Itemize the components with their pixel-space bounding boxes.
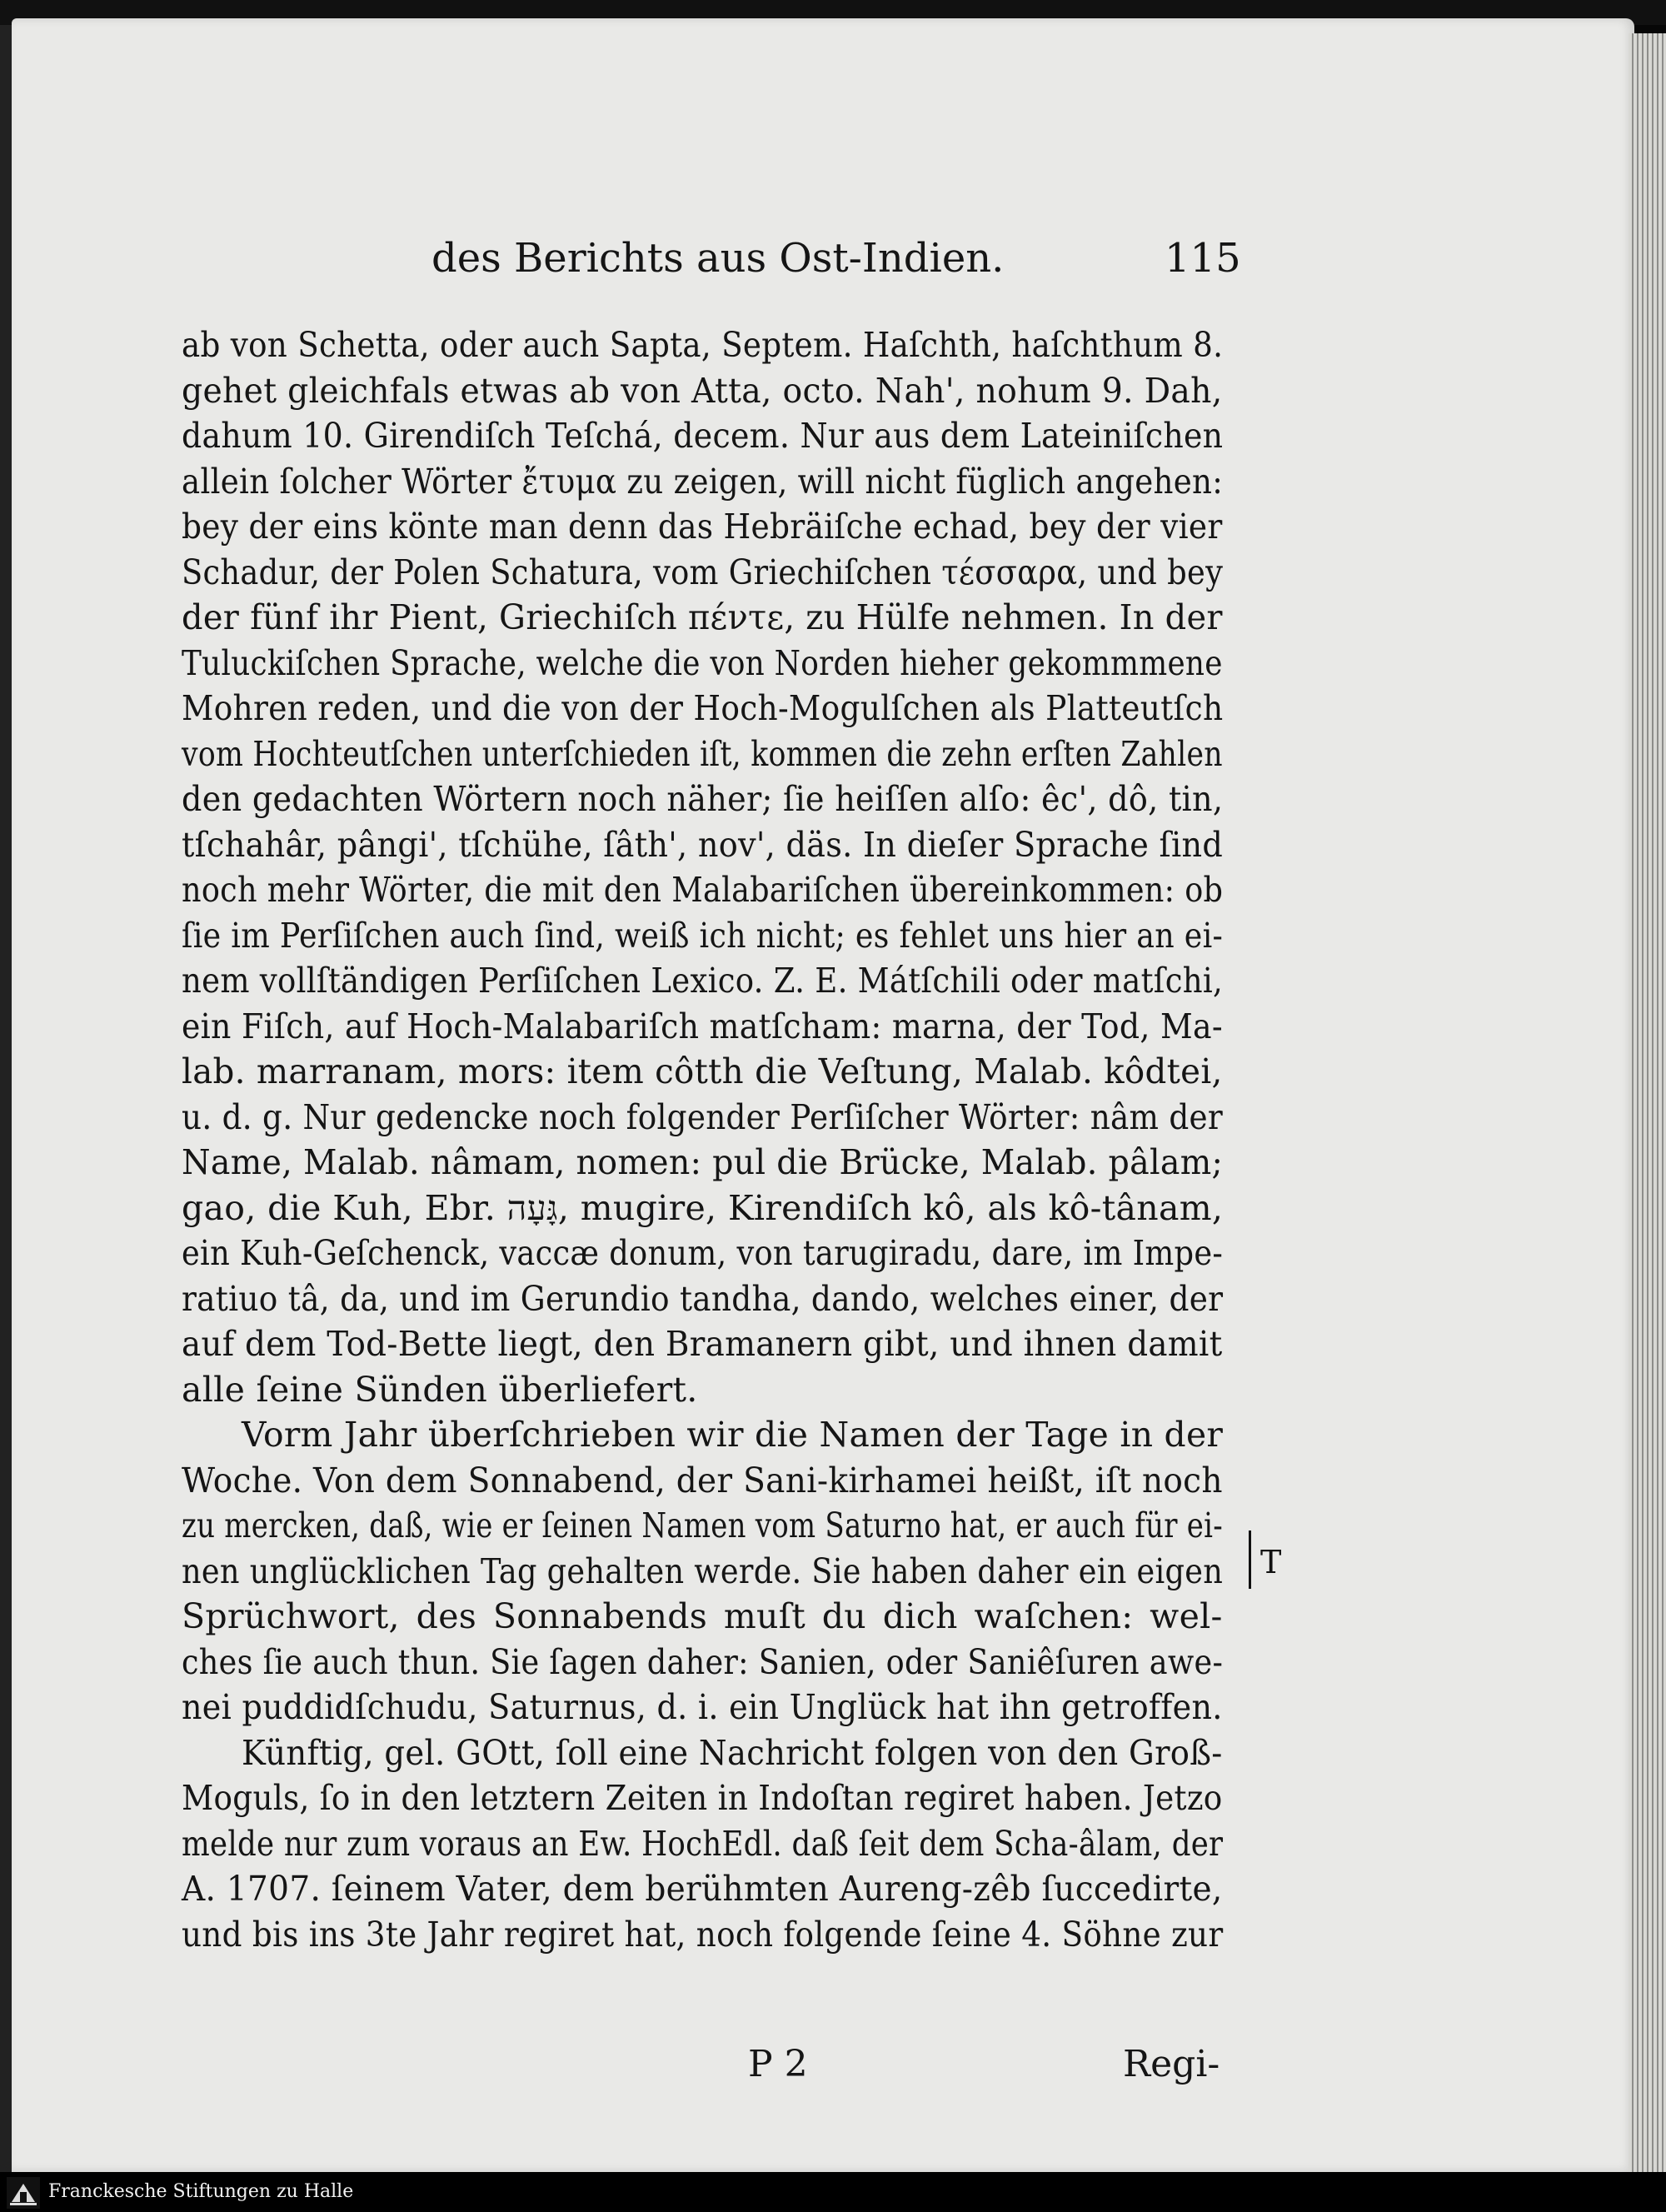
text-line: ein Fiſch, auf Hoch-Malabariſch matſcham: marna, der Tod, Ma- (182, 1006, 1223, 1046)
text-line: Name, Malab. nâmam, nomen: pul die Brücke, Malab. pâlam; (182, 1142, 1224, 1182)
text-line: Moguls, ſo in den letztern Zeiten in Indoſtan regiret haben. Jetzo (182, 1778, 1223, 1818)
page-number: 115 (1165, 235, 1241, 282)
text-line: Mohren reden, und die von der Hoch-Mogulſchen als Platteutſch (182, 688, 1224, 728)
text-line: ab von Schetta, oder auch Sapta, Septem. Haſchth, haſchthum 8. (182, 325, 1224, 365)
text-line: den gedachten Wörtern noch näher; ſie heiſſen alſo: êc', dô, tin, (182, 779, 1224, 819)
text-line: auf dem Tod-Bette liegt, den Bramanern gibt, und ihnen damit (182, 1324, 1223, 1364)
text-line: ches ſie auch thun. Sie ſagen daher: Sanien, oder Saniêſuren awe- (182, 1641, 1224, 1682)
text-line: allein ſolcher Wörter ἔτυμα zu zeigen, will nicht füglich angehen: (182, 461, 1224, 502)
text-line: noch mehr Wörter, die mit den Malabariſchen übereinkommen: ob (182, 870, 1224, 910)
text-line: bey der eins könte man denn das Hebräiſche echad, bey der vier (182, 507, 1223, 547)
text-line: ein Kuh-Geſchenck, vaccæ donum, von tarugiradu, dare, im Impe- (182, 1233, 1224, 1273)
text-line: alle ſeine Sünden überliefert. (182, 1369, 698, 1410)
text-line: nem vollſtändigen Perſiſchen Lexico. Z. E. Mátſchili oder matſchi, (182, 961, 1224, 1001)
text-line: Sprüchwort, des Sonnabends muſt du dich waſchen: wel- (182, 1596, 1223, 1636)
text-line: lab. marranam, mors: item côtth die Veſtung, Malab. kôdtei, (182, 1051, 1223, 1091)
text-line: Schadur, der Polen Schatura, vom Griechiſchen τέσσαρα, und bey (182, 552, 1224, 592)
book-page (12, 18, 1634, 2172)
text-line: nei puddidſchudu, Saturnus, d. i. ein Unglück hat ihn getroffen. (182, 1687, 1223, 1727)
text-line: Vorm Jahr überſchrieben wir die Namen der Tage in der (242, 1415, 1224, 1455)
margin-letter: T (1260, 1544, 1282, 1580)
text-line: dahum 10. Girendiſch Teſchá, decem. Nur aus dem Lateiniſchen (182, 416, 1224, 456)
credit-text: Franckesche Stiftungen zu Halle (48, 2181, 354, 2202)
margin-annotation (1249, 1530, 1282, 1589)
text-line: Künftig, gel. GOtt, ſoll eine Nachricht folgen von den Groß- (242, 1732, 1223, 1773)
text-line: und bis ins 3te Jahr regiret hat, noch folgende ſeine 4. Söhne zur (182, 1914, 1224, 1955)
text-line: ratiuo tâ, da, und im Gerundio tandha, dando, welches einer, der (182, 1278, 1224, 1319)
text-line: Tuluckiſchen Sprache, welche die von Norden hieher gekommmene (182, 642, 1223, 683)
text-line: vom Hochteutſchen unterſchieden iſt, kommen die zehn erſten Zahlen (182, 733, 1223, 774)
text-line: Woche. Von dem Sonnabend, der Sani-kirhamei heißt, iſt noch (182, 1460, 1223, 1500)
text-line: gao, die Kuh, Ebr. גָּעָה, mugire, Kirendiſch kô, als kô-tânam, (182, 1187, 1224, 1228)
running-head: des Berichts aus Ost-Indien. (431, 235, 1005, 282)
catchword: Regi- (1123, 2043, 1220, 2085)
footer-bar (0, 2172, 1666, 2212)
text-line: zu mercken, daß, wie er ſeinen Namen vom Saturno hat, er auch für ei- (182, 1505, 1223, 1545)
signature-mark: P 2 (748, 2043, 808, 2085)
page-stack-edge (1629, 33, 1666, 2175)
catch-line (182, 2043, 1223, 2085)
text-line: A. 1707. ſeinem Vater, dem berühmten Aureng-zêb ſuccedirte, (182, 1869, 1223, 1909)
text-line: tſchahâr, pângi', tſchühe, ſâth', nov', däs. In dieſer Sprache ſind (182, 824, 1224, 865)
text-line: nen unglücklichen Tag gehalten werde. Sie haben daher ein eigen (182, 1550, 1224, 1591)
text-line: u. d. g. Nur gedencke noch folgender Perſiſcher Wörter: nâm der (182, 1096, 1223, 1137)
text-line: ſie im Perſiſchen auch ſind, weiß ich nicht; es fehlet uns hier an ei- (182, 915, 1224, 956)
text-line: melde nur zum voraus an Ew. HochEdl. daß ſeit dem Scha-âlam, der (182, 1823, 1224, 1864)
text-line: der fünf ihr Pient, Griechiſch πέντε, zu Hülfe nehmen. In der (182, 597, 1223, 637)
margin-rule (1249, 1530, 1251, 1589)
text-line: gehet gleichfals etwas ab von Atta, octo. Nah', nohum 9. Dah, (182, 370, 1223, 411)
institution-logo-icon (7, 2177, 40, 2209)
